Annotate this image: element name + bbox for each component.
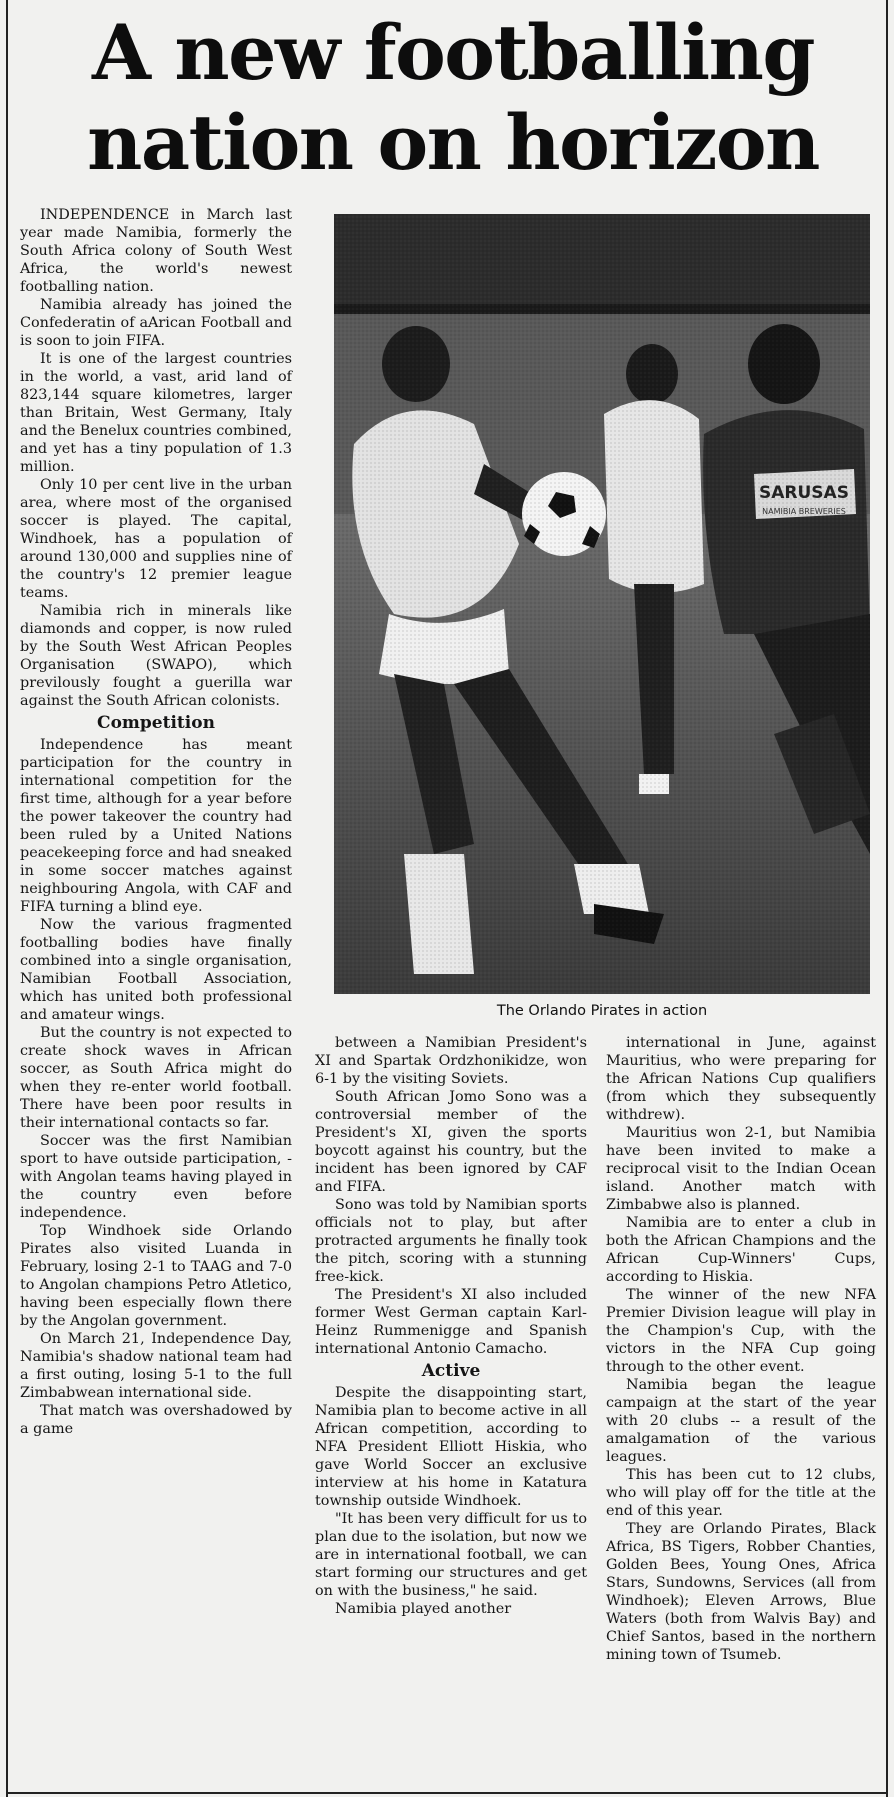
headline	[36, 8, 870, 188]
paragraph: Top Windhoek side Orlando Pirates also visited Luanda in February, losing 2-1 to TAAG and 7-0 to Angolan champions Petro Atletico, having been especially flown there by the Angolan government.	[20, 1223, 292, 1329]
right-border-line	[886, 0, 888, 1797]
paragraph: Namibia already has joined the Confederatin of aArican Football and is soon to join FIFA.	[20, 297, 292, 349]
paragraph: But the country is not expected to create shock waves in African soccer, as South Africa might do when they re-enter world football. There have been poor results in their international contacts so far.	[20, 1025, 292, 1131]
headline-line-1: A new footballing	[92, 8, 814, 97]
paragraph: They are Orlando Pirates, Black Africa, BS Tigers, Robber Chanties, Golden Bees, Young Ones, Africa Stars, Sundowns, Services (all from Windhoek); Eleven Arrows, Blue Waters (both from Walvis Bay) and Chief Santos, based in the northern mining town of Tsumeb.	[606, 1521, 876, 1663]
match-photo	[334, 214, 870, 994]
paragraph: South African Jomo Sono was a controversial member of the President's XI, given the sports boycott against his country, but the incident has been ignored by CAF and FIFA.	[315, 1089, 587, 1195]
paragraph: On March 21, Independence Day, Namibia's shadow national team had a first outing, losing 5-1 to the full Zimbabwean international side.	[20, 1331, 292, 1401]
article-column-3	[606, 1034, 876, 1664]
paragraph: international in June, against Mauritius, who were preparing for the African Nations Cup qualifiers (from which they subsequently withdrew).	[606, 1035, 876, 1123]
paragraph: The President's XI also included former West German captain Karl-Heinz Rummenigge and Spanish international Antonio Camacho.	[315, 1287, 587, 1357]
paragraph: Sono was told by Namibian sports officials not to play, but after protracted arguments he finally took the pitch, scoring with a stunning free-kick.	[315, 1197, 587, 1285]
paragraph: Mauritius won 2-1, but Namibia have been invited to make a reciprocal visit to the Indian Ocean island. Another match with Zimbabwe also is planned.	[606, 1125, 876, 1213]
paragraph: Soccer was the first Namibian sport to have outside participation, - with Angolan teams having played in the country even before independence.	[20, 1133, 292, 1221]
bottom-border-line	[6, 1792, 888, 1794]
paragraph: Now the various fragmented footballing bodies have finally combined into a single organisation, Namibian Football Association, which has united both professional and amateur wings.	[20, 917, 292, 1023]
paragraph: The winner of the new NFA Premier Division league will play in the Champion's Cup, with the victors in the NFA Cup going through to the other event.	[606, 1287, 876, 1375]
subhead-active: Active	[421, 1361, 481, 1381]
paragraph: Namibia rich in minerals like diamonds and copper, is now ruled by the South West African Peoples Organisation (SWAPO), which previlously fought a guerilla war against the South African colonists.	[20, 603, 292, 709]
paragraph: Independence has meant participation for the country in international competition for the first time, although for a year before the power takeover the country had been ruled by a United Nations peacekeeping force and had sneaked in some soccer matches against neighbouring Angola, with CAF and FIFA turning a blind eye.	[20, 737, 292, 915]
left-border-line	[6, 0, 8, 1797]
article-column-2	[315, 1034, 587, 1618]
article-column-1	[20, 206, 292, 1438]
paragraph: That match was overshadowed by a game	[20, 1403, 292, 1437]
paragraph: between a Namibian President's XI and Spartak Ordzhonikidze, won 6-1 by the visiting Soviets.	[315, 1035, 587, 1087]
paragraph: Namibia played another	[335, 1601, 512, 1617]
subhead-competition: Competition	[97, 713, 215, 733]
paragraph: Despite the disappointing start, Namibia plan to become active in all African competition, according to NFA President Elliott Hiskia, who gave World Soccer an exclusive interview at his home in Katatura township outside Windhoek.	[315, 1385, 587, 1509]
paragraph: INDEPENDENCE in March last year made Namibia, formerly the South Africa colony of South West Africa, the world's newest footballing nation.	[20, 207, 292, 295]
headline-line-2: nation on horizon	[87, 98, 819, 187]
paragraph: It is one of the largest countries in the world, a vast, arid land of 823,144 square kilometres, larger than Britain, West Germany, Italy and the Benelux countries combined, and yet has a tiny population of 1.3 million.	[20, 351, 292, 475]
paragraph: This has been cut to 12 clubs, who will play off for the title at the end of this year.	[606, 1467, 876, 1519]
paragraph: "It has been very difficult for us to plan due to the isolation, but now we are in international football, we can start forming our structures and get on with the business," he said.	[315, 1511, 587, 1599]
paragraph: Namibia are to enter a club in both the African Champions and the African Cup-Winners' Cups, according to Hiskia.	[606, 1215, 876, 1285]
paragraph: Only 10 per cent live in the urban area, where most of the organised soccer is played. The capital, Windhoek, has a population of around 130,000 and supplies nine of the country's 12 premier league teams.	[20, 477, 292, 601]
photo-caption: The Orlando Pirates in action	[496, 1003, 708, 1019]
paragraph: Namibia began the league campaign at the start of the year with 20 clubs -- a result of the amalgamation of the various leagues.	[606, 1377, 876, 1465]
